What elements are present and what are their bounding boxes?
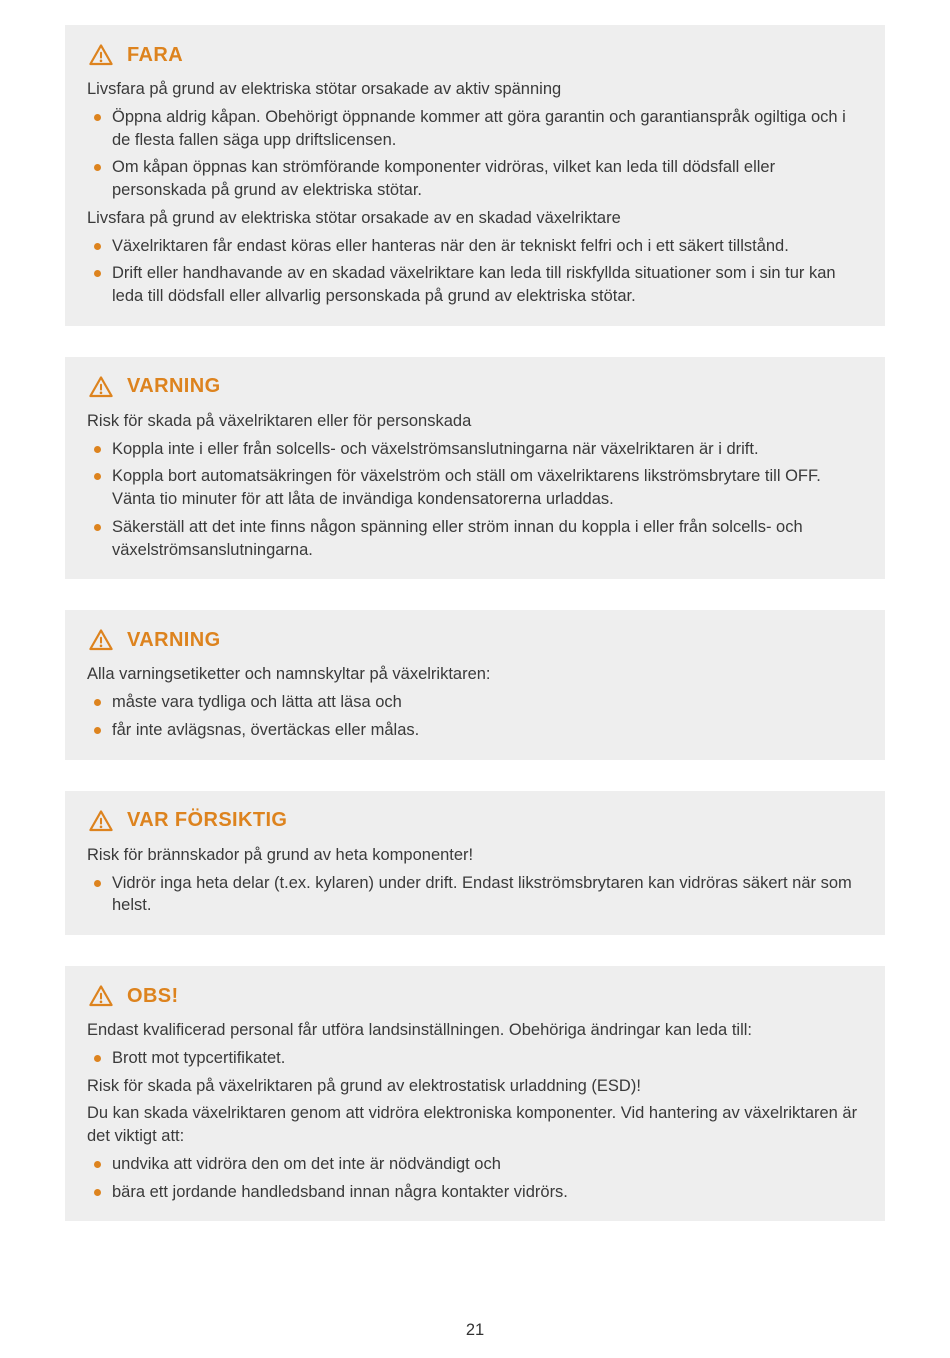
bullet-icon [94, 446, 101, 453]
bullet-icon [94, 473, 101, 480]
bullet-text: Öppna aldrig kåpan. Obehörigt öppnande kommer att göra garantin och garantianspråk ogiltiga och i de flesta fallen säga upp driftslicensen. [112, 107, 846, 149]
bullet-item [87, 235, 863, 258]
bullet-text: undvika att vidröra den om det inte är nödvändigt och [112, 1154, 501, 1173]
bullet-icon [94, 243, 101, 250]
bullet-item [87, 438, 863, 461]
warning-triangle-icon [87, 42, 115, 68]
box-title-row [87, 808, 863, 834]
box-title: VAR FÖRSIKTIG [127, 809, 288, 832]
bullet-item [87, 156, 863, 202]
warning-box-var-forsiktig [65, 791, 885, 935]
warning-triangle-icon [87, 627, 115, 653]
bullet-item [87, 691, 863, 714]
bullet-text: Säkerställ att det inte finns någon spänning eller ström innan du koppla i eller från solcells- och växelströmsanslutningarna. [112, 517, 803, 559]
bullet-item [87, 719, 863, 742]
bullet-icon [94, 727, 101, 734]
bullet-text: Vidrör inga heta delar (t.ex. kylaren) under drift. Endast likströmsbrytaren kan vidröras säkert när som helst. [112, 873, 852, 915]
bullet-item [87, 872, 863, 918]
bullet-text: Om kåpan öppnas kan strömförande komponenter vidröras, vilket kan leda till dödsfall eller personskada på grund av elektriska stötar. [112, 158, 776, 200]
paragraph: Alla varningsetiketter och namnskyltar på växelriktaren: [87, 665, 491, 684]
bullet-text: Drift eller handhavande av en skadad växelriktare kan leda till riskfyllda situationer som i sin tur kan leda till dödsfall eller allvarlig personskada på grund av elektriska stötar. [112, 264, 836, 306]
bullet-text: Koppla inte i eller från solcells- och växelströmsanslutningarna när växelriktaren är i drift. [112, 439, 759, 458]
warning-triangle-icon [87, 983, 115, 1009]
bullet-text: Växelriktaren får endast köras eller hanteras när den är tekniskt felfri och i ett säkert tillstånd. [112, 236, 789, 255]
bullet-item [87, 262, 863, 308]
bullet-text: måste vara tydliga och lätta att läsa och [112, 693, 402, 712]
bullet-text: Brott mot typcertifikatet. [112, 1048, 286, 1067]
paragraph: Du kan skada växelriktaren genom att vidröra elektroniska komponenter. Vid hantering av växelriktaren är det viktigt att: [87, 1104, 858, 1146]
page-number: 21 [465, 1321, 485, 1339]
bullet-item [87, 106, 863, 152]
bullet-icon [94, 270, 101, 277]
paragraph: Endast kvalificerad personal får utföra landsinställningen. Obehöriga ändringar kan leda till: [87, 1021, 752, 1040]
paragraph: Risk för brännskador på grund av heta komponenter! [87, 845, 474, 864]
box-title-row [87, 983, 863, 1009]
bullet-icon [94, 524, 101, 531]
bullet-item [87, 1047, 863, 1070]
bullet-icon [94, 699, 101, 706]
bullet-icon [94, 114, 101, 121]
warning-triangle-icon [87, 374, 115, 400]
bullet-item [87, 465, 863, 511]
bullet-item [87, 1153, 863, 1176]
box-title: FARA [127, 43, 184, 66]
warning-box-fara [65, 25, 885, 326]
warning-box-obs [65, 966, 885, 1221]
bullet-icon [94, 164, 101, 171]
bullet-item [87, 516, 863, 562]
box-title-row [87, 42, 863, 68]
box-title: OBS! [127, 984, 179, 1007]
bullet-item [87, 1181, 863, 1204]
box-title-row [87, 374, 863, 400]
bullet-text: får inte avlägsnas, övertäckas eller målas. [112, 721, 420, 740]
paragraph: Risk för skada på växelriktaren på grund av elektrostatisk urladdning (ESD)! [87, 1076, 641, 1095]
box-title-row [87, 627, 863, 653]
warning-triangle-icon [87, 808, 115, 834]
box-title: VARNING [127, 628, 221, 651]
warning-box-varning-2 [65, 610, 885, 759]
box-title: VARNING [127, 375, 221, 398]
bullet-text: bära ett jordande handledsband innan några kontakter vidrörs. [112, 1182, 568, 1201]
bullet-icon [94, 880, 101, 887]
paragraph: Livsfara på grund av elektriska stötar orsakade av aktiv spänning [87, 80, 562, 98]
bullet-icon [94, 1161, 101, 1168]
warning-box-varning-1 [65, 357, 885, 580]
bullet-icon [94, 1189, 101, 1196]
paragraph: Risk för skada på växelriktaren eller för personskada [87, 411, 472, 430]
bullet-text: Koppla bort automatsäkringen för växelström och ställ om växelriktarens likströmsbrytare till OFF. Vänta tio minuter för att låta de invändiga kondensatorerna urladdas. [112, 467, 821, 509]
paragraph: Livsfara på grund av elektriska stötar orsakade av en skadad växelriktare [87, 208, 621, 227]
bullet-icon [94, 1055, 101, 1062]
